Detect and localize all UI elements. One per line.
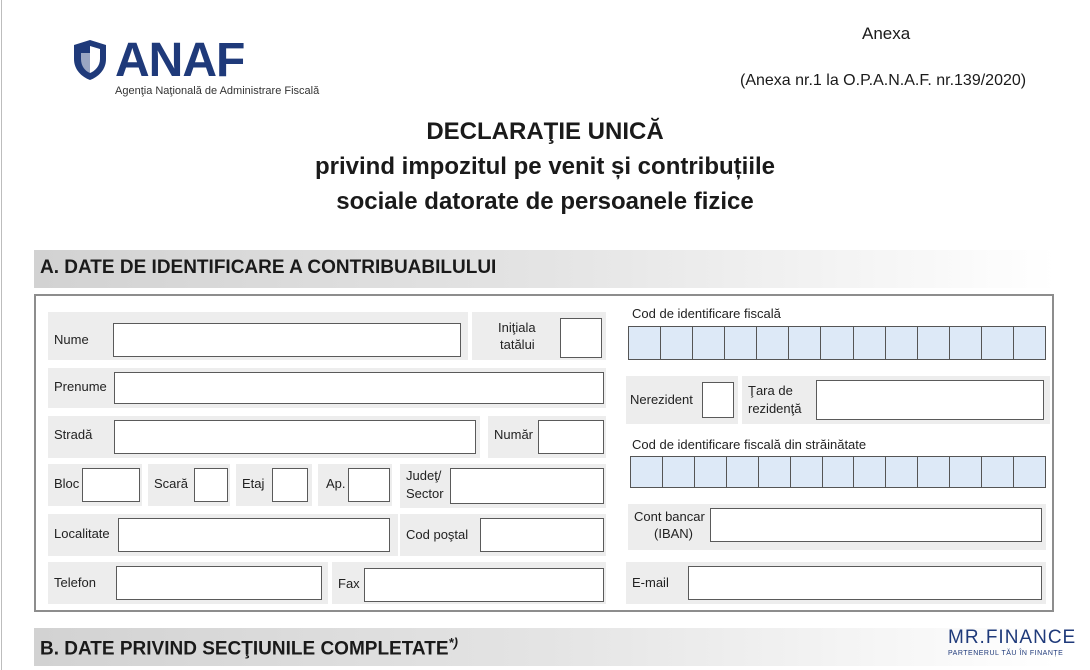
- strada-label: Stradă: [54, 427, 93, 442]
- section-b-title: [40, 635, 458, 660]
- etaj-label: Etaj: [242, 476, 265, 491]
- ap-label: Ap.: [326, 476, 346, 491]
- initiala-label-1: Iniţiala: [498, 320, 536, 335]
- cif-digit-box[interactable]: [982, 327, 1014, 359]
- annex-label: Anexa: [862, 24, 911, 43]
- cif-digit-box[interactable]: [918, 327, 950, 359]
- localitate-input[interactable]: [118, 518, 390, 552]
- ap-input[interactable]: [348, 468, 390, 502]
- prenume-label: Prenume: [54, 379, 107, 394]
- page-edge-line: [1, 0, 2, 670]
- title-line-3: sociale datorate de persoanele fizice: [336, 188, 754, 215]
- cif-digit-box[interactable]: [757, 327, 789, 359]
- nume-input[interactable]: [113, 323, 461, 357]
- cif-foreign-digit-box[interactable]: [950, 457, 982, 487]
- annex-reference: (Anexa nr.1 la O.P.A.N.A.F. nr.139/2020): [740, 72, 1027, 89]
- section-a-title: A. DATE DE IDENTIFICARE A CONTRIBUABILULUI: [40, 257, 497, 278]
- numar-label: Număr: [494, 427, 534, 442]
- cif-foreign-digit-box[interactable]: [759, 457, 791, 487]
- cif-digit-box[interactable]: [886, 327, 918, 359]
- cif-digit-box[interactable]: [725, 327, 757, 359]
- cif-digit-box[interactable]: [629, 327, 661, 359]
- cif-foreign-digit-box[interactable]: [695, 457, 727, 487]
- fax-input[interactable]: [364, 568, 604, 602]
- section-b-header: [34, 628, 1056, 666]
- cif-foreign-digit-box[interactable]: [631, 457, 663, 487]
- anaf-logo: [72, 34, 320, 102]
- scara-label: Scară: [154, 476, 188, 491]
- cif-digit-box[interactable]: [789, 327, 821, 359]
- cod-postal-input[interactable]: [480, 518, 604, 552]
- scara-input[interactable]: [194, 468, 228, 502]
- nerezident-label: Nerezident: [630, 392, 693, 407]
- strada-input[interactable]: [114, 420, 476, 454]
- cif-digit-grid[interactable]: [628, 326, 1046, 360]
- email-label: E-mail: [632, 575, 669, 590]
- brand-name: MR.FINANCE: [948, 627, 1077, 648]
- logo-subtitle: Agenţia Naţională de Administrare Fiscală: [115, 85, 320, 97]
- document-title: [200, 114, 890, 219]
- cif-foreign-digit-box[interactable]: [663, 457, 695, 487]
- cont-bancar-input[interactable]: [710, 508, 1042, 542]
- brand-tagline: PARTENERUL TĂU ÎN FINANȚE: [948, 650, 1064, 657]
- bloc-input[interactable]: [82, 468, 140, 502]
- cif-digit-box[interactable]: [1014, 327, 1045, 359]
- section-b-footnote: *): [448, 635, 458, 650]
- cif-foreign-digit-box[interactable]: [854, 457, 886, 487]
- cif-strainatate-label: Cod de identificare fiscală din străinătate: [632, 437, 867, 452]
- title-line-1: DECLARAŢIE UNICĂ: [426, 118, 664, 145]
- identification-frame: [34, 294, 1054, 612]
- cif-digit-box[interactable]: [693, 327, 725, 359]
- cif-foreign-digit-grid[interactable]: [630, 456, 1046, 488]
- section-a-header: [34, 250, 1056, 288]
- tara-input[interactable]: [816, 380, 1044, 420]
- cod-postal-label: Cod poştal: [406, 527, 469, 542]
- fax-label: Fax: [338, 576, 360, 591]
- prenume-input[interactable]: [114, 372, 604, 404]
- localitate-label: Localitate: [54, 526, 110, 541]
- telefon-input[interactable]: [116, 566, 322, 600]
- logo-wordmark: ANAF: [115, 34, 245, 87]
- cont-bancar-label-1: Cont bancar: [634, 509, 705, 524]
- cif-digit-box[interactable]: [821, 327, 853, 359]
- telefon-label: Telefon: [54, 575, 96, 590]
- cont-bancar-label-2: (IBAN): [654, 526, 693, 541]
- cif-foreign-digit-box[interactable]: [791, 457, 823, 487]
- nume-label: Nume: [54, 332, 89, 347]
- cif-digit-box[interactable]: [950, 327, 982, 359]
- cif-foreign-digit-box[interactable]: [886, 457, 918, 487]
- tara-label-1: Ţara de: [748, 383, 793, 398]
- judet-input[interactable]: [450, 468, 604, 504]
- cif-digit-box[interactable]: [854, 327, 886, 359]
- initiala-input[interactable]: [560, 318, 602, 358]
- cif-digit-box[interactable]: [661, 327, 693, 359]
- cif-foreign-digit-box[interactable]: [918, 457, 950, 487]
- cif-foreign-digit-box[interactable]: [1014, 457, 1045, 487]
- tara-label-2: rezidenţă: [748, 401, 802, 416]
- title-line-2: privind impozitul pe venit și contribuțiile: [314, 153, 776, 180]
- nerezident-checkbox[interactable]: [702, 382, 734, 418]
- etaj-input[interactable]: [272, 468, 308, 502]
- section-b-title-text: B. DATE PRIVIND SECŢIUNILE COMPLETATE: [40, 638, 449, 660]
- mr-finance-brand: [948, 627, 1077, 657]
- initiala-label-2: tatălui: [500, 337, 535, 352]
- bloc-label: Bloc: [54, 476, 80, 491]
- cif-label: Cod de identificare fiscală: [632, 306, 781, 321]
- cif-foreign-digit-box[interactable]: [982, 457, 1014, 487]
- cif-foreign-digit-box[interactable]: [823, 457, 855, 487]
- shield-icon: [72, 39, 108, 81]
- judet-label-1: Judeţ/: [406, 468, 442, 483]
- email-input[interactable]: [688, 566, 1042, 600]
- judet-label-2: Sector: [406, 486, 444, 501]
- cif-foreign-digit-box[interactable]: [727, 457, 759, 487]
- numar-input[interactable]: [538, 420, 604, 454]
